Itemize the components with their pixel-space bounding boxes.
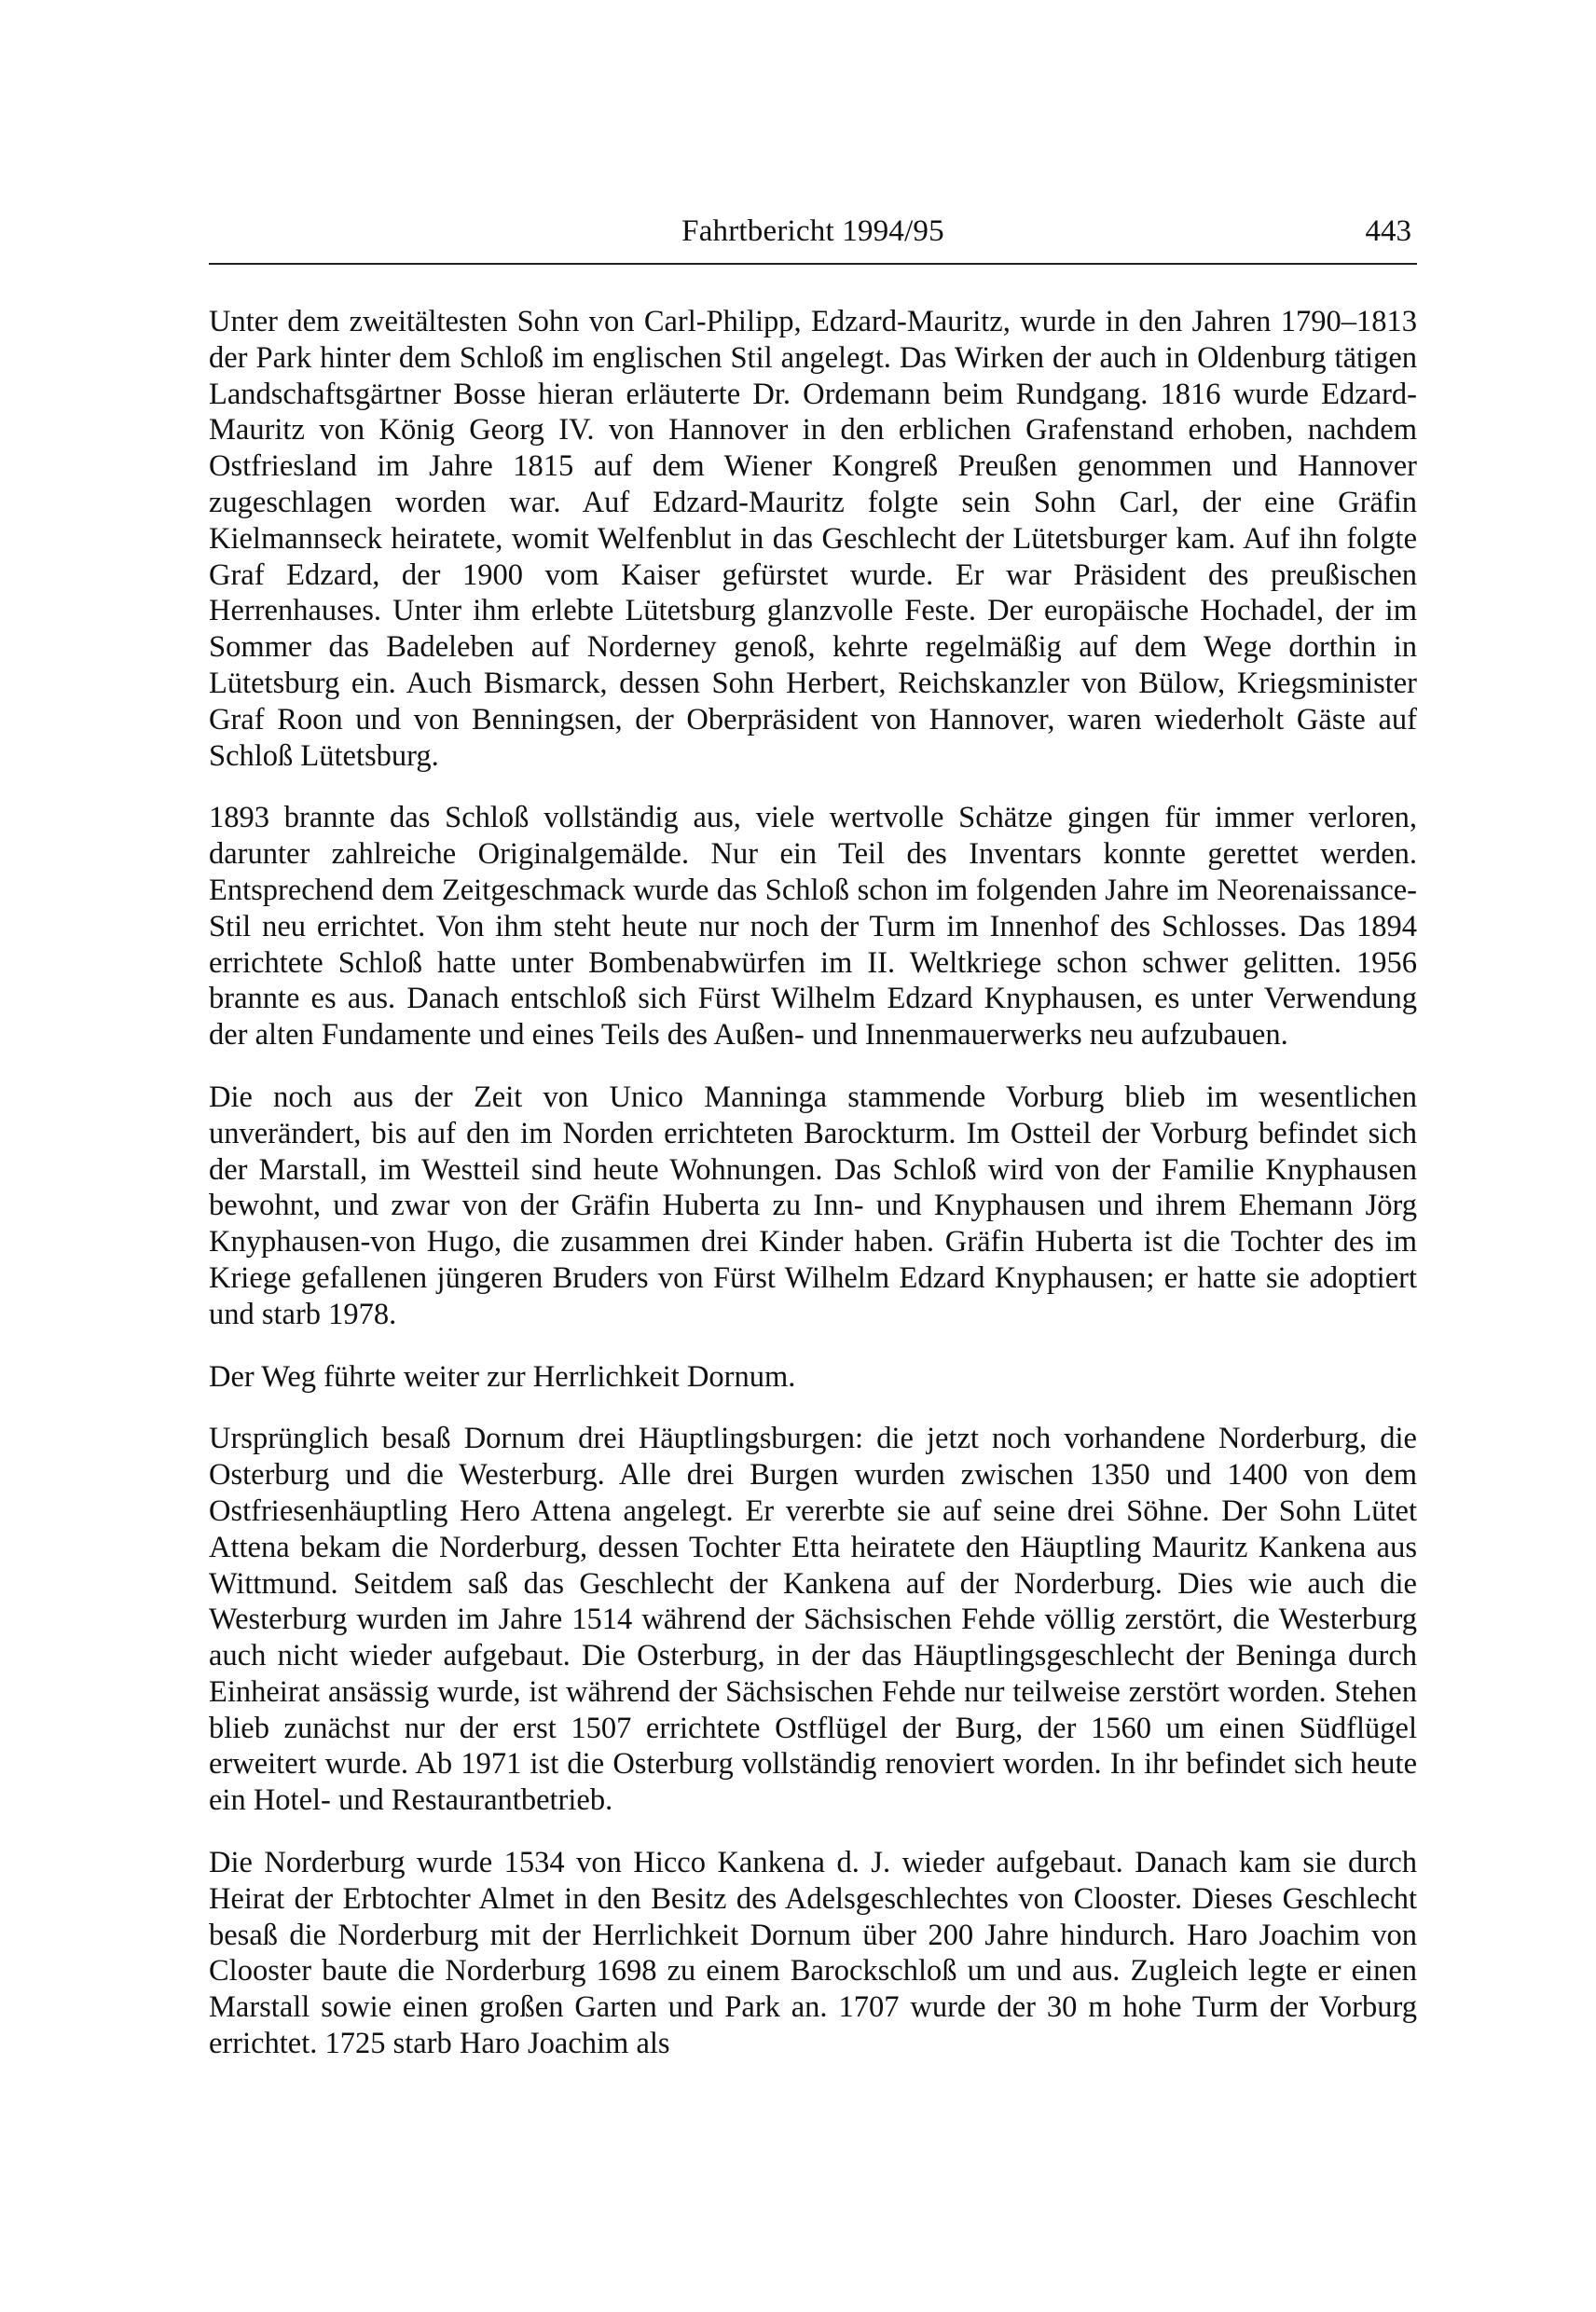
paragraph: Die noch aus der Zeit von Unico Manninga stammende Vorburg blieb im wesentlichen unverändert, bis auf den im Norden errichteten Barockturm. Im Ostteil der Vorburg befindet sich der Marstall, im Westteil sind heute Wohnungen. Das Schloß wird von der Familie Knyphausen bewohnt, und zwar von der Gräfin Huberta zu Inn- und Knyphausen und ihrem Ehemann Jörg Knyphausen-von Hugo, die zusammen drei Kinder haben. Gräfin Huberta ist die Tochter des im Kriege gefallenen jüngeren Bruders von Fürst Wilhelm Edzard Knyphausen; er hatte sie adoptiert und starb 1978.: [209, 1080, 1417, 1331]
body-text: [209, 304, 1417, 2088]
paragraph: Die Norderburg wurde 1534 von Hicco Kankena d. J. wieder aufgebaut. Danach kam sie durch Heirat der Erbtochter Almet in den Besitz des Adelsgeschlechtes von Clooster. Dieses Geschlecht besaß die Norderburg mit der Herrlichkeit Dornum über 200 Jahre hindurch. Haro Joachim von Clooster baute die Norderburg 1698 zu einem Barockschloß um und aus. Zugleich legte er einen Marstall sowie einen großen Garten und Park an. 1707 wurde der 30 m hohe Turm der Vorburg errichtet. 1725 starb Haro Joachim als: [209, 1846, 1417, 2061]
running-title: Fahrtbericht 1994/95: [681, 214, 944, 248]
paragraph: Unter dem zweitältesten Sohn von Carl-Philipp, Edzard-Mauritz, wurde in den Jahren 1790–1813 der Park hinter dem Schloß im englischen Stil angelegt. Das Wirken der auch in Oldenburg tätigen Landschaftsgärtner Bosse hieran erläuterte Dr. Ordemann beim Rundgang. 1816 wurde Edzard-Mauritz von König Georg IV. von Hannover in den erblichen Grafenstand erhoben, nachdem Ostfriesland im Jahre 1815 auf dem Wiener Kongreß Preußen genommen und Hannover zugeschlagen worden war. Auf Edzard-Mauritz folgte sein Sohn Carl, der eine Gräfin Kielmannseck heiratete, womit Welfenblut in das Geschlecht der Lütetsburger kam. Auf ihn folgte Graf Edzard, der 1900 vom Kaiser gefürstet wurde. Er war Präsident des preußischen Herrenhauses. Unter ihm erlebte Lütetsburg glanzvolle Feste. Der europäische Hochadel, der im Sommer das Badeleben auf Norderney genoß, kehrte regelmäßig auf dem Wege dorthin in Lütetsburg ein. Auch Bismarck, dessen Sohn Herbert, Reichskanzler von Bülow, Kriegsminister Graf Roon und von Benningsen, der Oberpräsident von Hannover, waren wiederholt Gäste auf Schloß Lütetsburg.: [209, 305, 1417, 773]
page-number: 443: [1365, 214, 1411, 248]
paragraph: Ursprünglich besaß Dornum drei Häuptlingsburgen: die jetzt noch vorhandene Norderburg, die Osterburg und die Westerburg. Alle drei Burgen wurden zwischen 1350 und 1400 von dem Ostfriesenhäuptling Hero Attena angelegt. Er vererbte sie auf seine drei Söhne. Der Sohn Lütet Attena bekam die Norderburg, dessen Tochter Etta heiratete den Häuptling Mauritz Kankena aus Wittmund. Seitdem saß das Geschlecht der Kankena auf der Norderburg. Dies wie auch die Westerburg wurden im Jahre 1514 während der Sächsischen Fehde völlig zerstört, die Westerburg auch nicht wieder aufgebaut. Die Osterburg, in der das Häuptlingsgeschlecht der Beninga durch Einheirat ansässig wurde, ist während der Sächsischen Fehde nur teilweise zerstört worden. Stehen blieb zunächst nur der erst 1507 errichtete Ostflügel der Burg, der 1560 um einen Südflügel erweitert wurde. Ab 1971 ist die Osterburg vollständig renoviert worden. In ihr befindet sich heute ein Hotel- und Restaurantbetrieb.: [209, 1422, 1417, 1818]
page-header: [209, 207, 1417, 265]
paragraph: Der Weg führte weiter zur Herrlichkeit Dornum.: [209, 1359, 796, 1394]
paragraph: 1893 brannte das Schloß vollständig aus, viele wertvolle Schätze gingen für immer verloren, darunter zahlreiche Originalgemälde. Nur ein Teil des Inventars konnte gerettet werden. Entsprechend dem Zeitgeschmack wurde das Schloß schon im folgenden Jahre im Neorenaissance-Stil neu errichtet. Von ihm steht heute nur noch der Turm im Innenhof des Schlosses. Das 1894 errichtete Schloß hatte unter Bombenabwürfen im II. Weltkriege schon schwer gelitten. 1956 brannte es aus. Danach entschloß sich Fürst Wilhelm Edzard Knyphausen, es unter Verwendung der alten Fundamente und eines Teils des Außen- und Innenmauerwerks neu aufzubauen.: [209, 801, 1417, 1053]
